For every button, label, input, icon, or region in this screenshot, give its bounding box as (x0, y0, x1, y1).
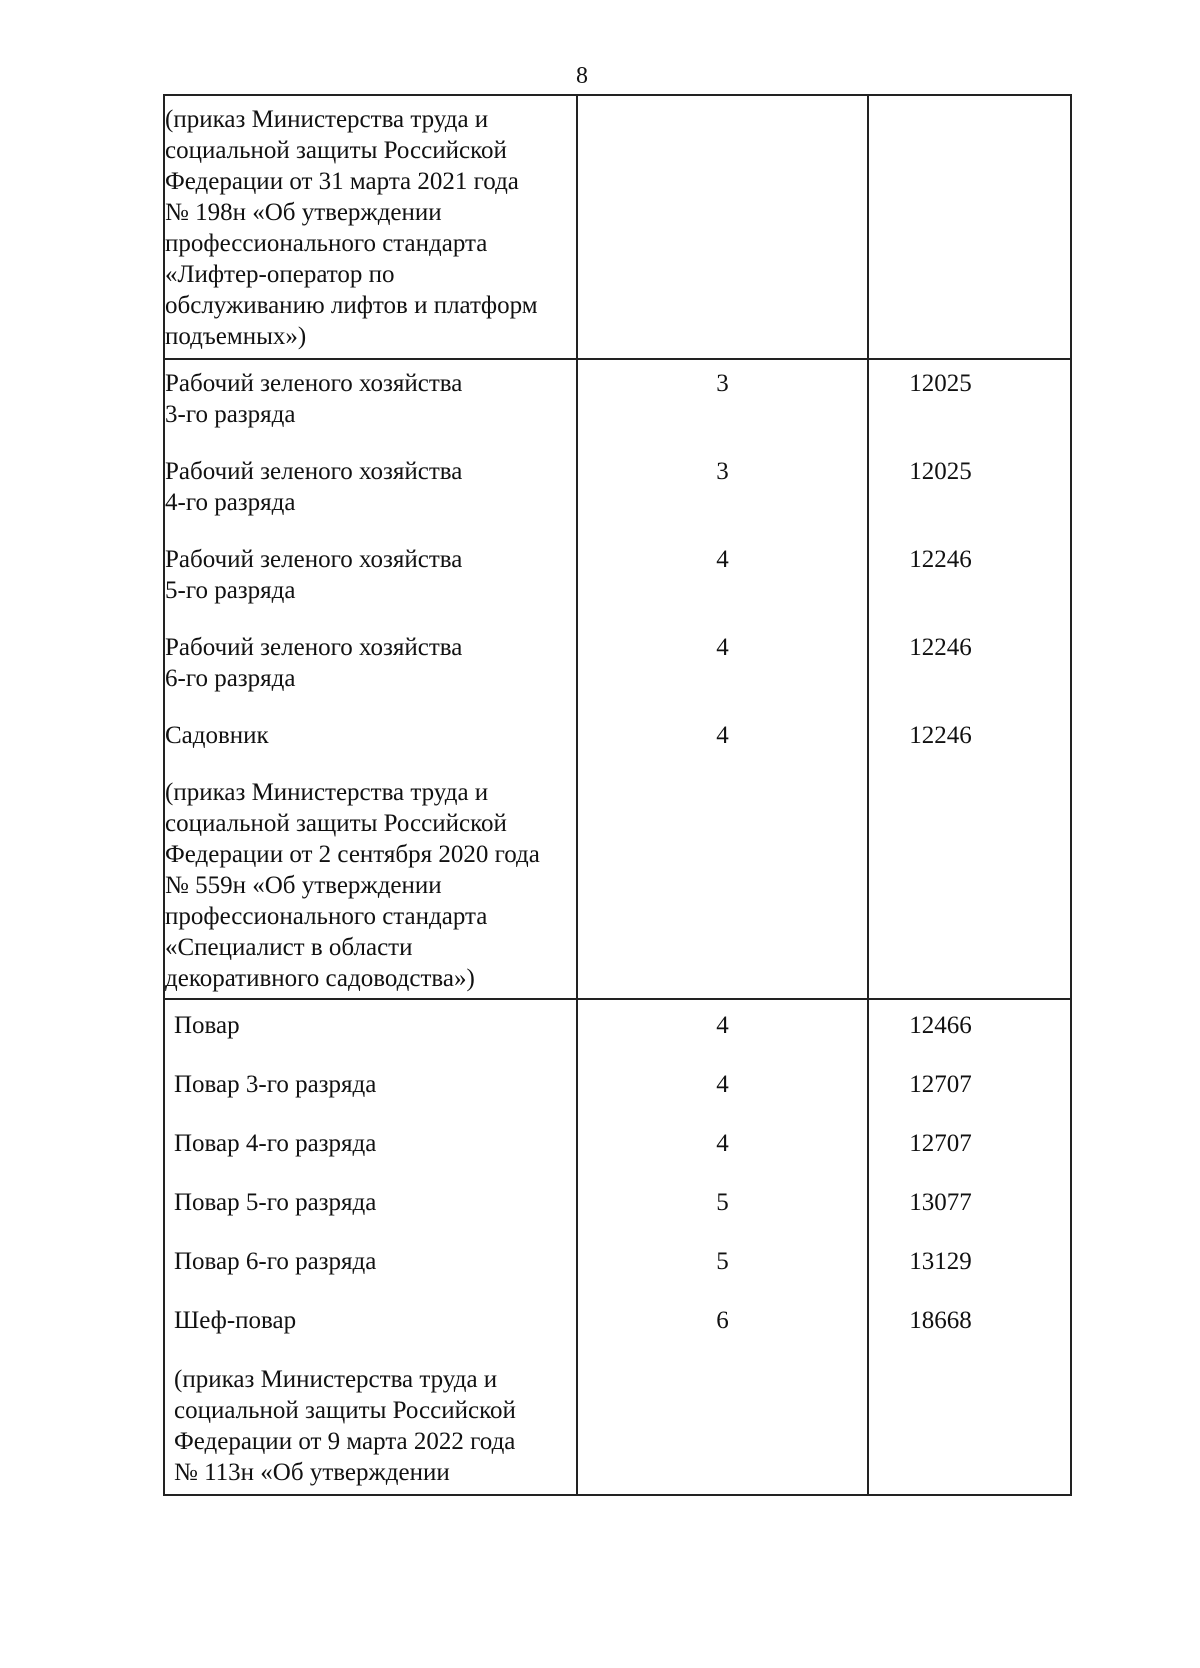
qualification-level-cell (577, 95, 868, 359)
amount-value: 13077 (909, 1189, 972, 1216)
profession-name-line: 4-го разряда (165, 489, 296, 516)
qualification-level-cell (577, 999, 868, 1495)
amount-value: 12246 (909, 722, 972, 749)
qualification-level: 3 (716, 370, 729, 397)
amount-cell (868, 999, 1071, 1495)
order-reference-line: Федерации от 9 марта 2022 года (174, 1428, 516, 1455)
qualification-level: 5 (716, 1248, 729, 1275)
amount-cell (868, 359, 1071, 999)
order-reference-line: (приказ Министерства труда и (165, 106, 489, 133)
profession-entry (165, 456, 576, 518)
profession-name-line: Садовник (165, 722, 269, 749)
amount-value: 12246 (909, 546, 972, 573)
order-reference-line: «Специалист в области (165, 934, 413, 961)
table-row (164, 359, 1071, 999)
order-reference-line: «Лифтер-оператор по (165, 261, 395, 288)
order-reference-line: № 198н «Об утверждении (165, 199, 442, 226)
qualification-level: 4 (716, 1071, 729, 1098)
profession-name-line: 6-го разряда (165, 665, 296, 692)
profession-entry (174, 1128, 576, 1159)
qualification-level: 4 (716, 1130, 729, 1157)
order-reference-line: обслуживанию лифтов и платформ (165, 292, 538, 319)
profession-name-line: 5-го разряда (165, 577, 296, 604)
profession-cell (164, 95, 577, 359)
amount-value: 12025 (909, 458, 972, 485)
qualification-level: 4 (716, 722, 729, 749)
amount-value: 12707 (909, 1071, 972, 1098)
qualification-level-cell (577, 359, 868, 999)
order-reference-line: (приказ Министерства труда и (174, 1366, 498, 1393)
profession-entry (174, 1069, 576, 1100)
qualification-level: 4 (716, 634, 729, 661)
profession-name-line: Повар 3-го разряда (174, 1071, 377, 1098)
qualification-level: 4 (716, 546, 729, 573)
profession-name-line: Повар 5-го разряда (174, 1189, 377, 1216)
profession-name-line: Рабочий зеленого хозяйства (165, 546, 463, 573)
profession-entry (165, 544, 576, 606)
table-row (164, 999, 1071, 1495)
profession-name-line: 3-го разряда (165, 401, 296, 428)
profession-entry (165, 368, 576, 430)
profession-name-line: Шеф-повар (174, 1307, 297, 1334)
table-row (164, 95, 1071, 359)
profession-cell (164, 999, 577, 1495)
page-number: 8 (576, 63, 588, 89)
order-reference (174, 1364, 576, 1488)
profession-cell (164, 359, 577, 999)
amount-value: 12025 (909, 370, 972, 397)
order-reference-line: профессионального стандарта (165, 903, 488, 930)
order-reference-line: декоративного садоводства») (165, 965, 475, 992)
order-reference-line: социальной защиты Российской (174, 1397, 516, 1424)
profession-name-line: Повар 6-го разряда (174, 1248, 377, 1275)
profession-entry (174, 1187, 576, 1218)
order-reference (165, 777, 576, 994)
order-reference-line: (приказ Министерства труда и (165, 779, 489, 806)
order-reference-line: социальной защиты Российской (165, 137, 507, 164)
order-reference-line: Федерации от 2 сентября 2020 года (165, 841, 540, 868)
profession-entry (165, 720, 576, 751)
profession-entry (174, 1246, 576, 1277)
profession-name-line: Повар 4-го разряда (174, 1130, 377, 1157)
order-reference (165, 104, 576, 352)
order-reference-line: Федерации от 31 марта 2021 года (165, 168, 519, 195)
profession-name-line: Рабочий зеленого хозяйства (165, 458, 463, 485)
profession-name-line: Рабочий зеленого хозяйства (165, 634, 463, 661)
order-reference-line: № 113н «Об утверждении (174, 1459, 450, 1486)
amount-value: 13129 (909, 1248, 972, 1275)
qualification-level: 4 (716, 1012, 729, 1039)
order-reference-line: № 559н «Об утверждении (165, 872, 442, 899)
qualification-level: 6 (716, 1307, 729, 1334)
classification-table (163, 94, 1072, 1496)
profession-entry (174, 1010, 576, 1041)
amount-value: 12246 (909, 634, 972, 661)
amount-value: 12466 (909, 1012, 972, 1039)
profession-entry (174, 1305, 576, 1336)
qualification-level: 5 (716, 1189, 729, 1216)
amount-value: 18668 (909, 1307, 972, 1334)
amount-cell (868, 95, 1071, 359)
profession-name-line: Рабочий зеленого хозяйства (165, 370, 463, 397)
profession-name-line: Повар (174, 1012, 240, 1039)
order-reference-line: профессионального стандарта (165, 230, 488, 257)
amount-value: 12707 (909, 1130, 972, 1157)
order-reference-line: подъемных») (165, 323, 307, 350)
profession-entry (165, 632, 576, 694)
order-reference-line: социальной защиты Российской (165, 810, 507, 837)
qualification-level: 3 (716, 458, 729, 485)
